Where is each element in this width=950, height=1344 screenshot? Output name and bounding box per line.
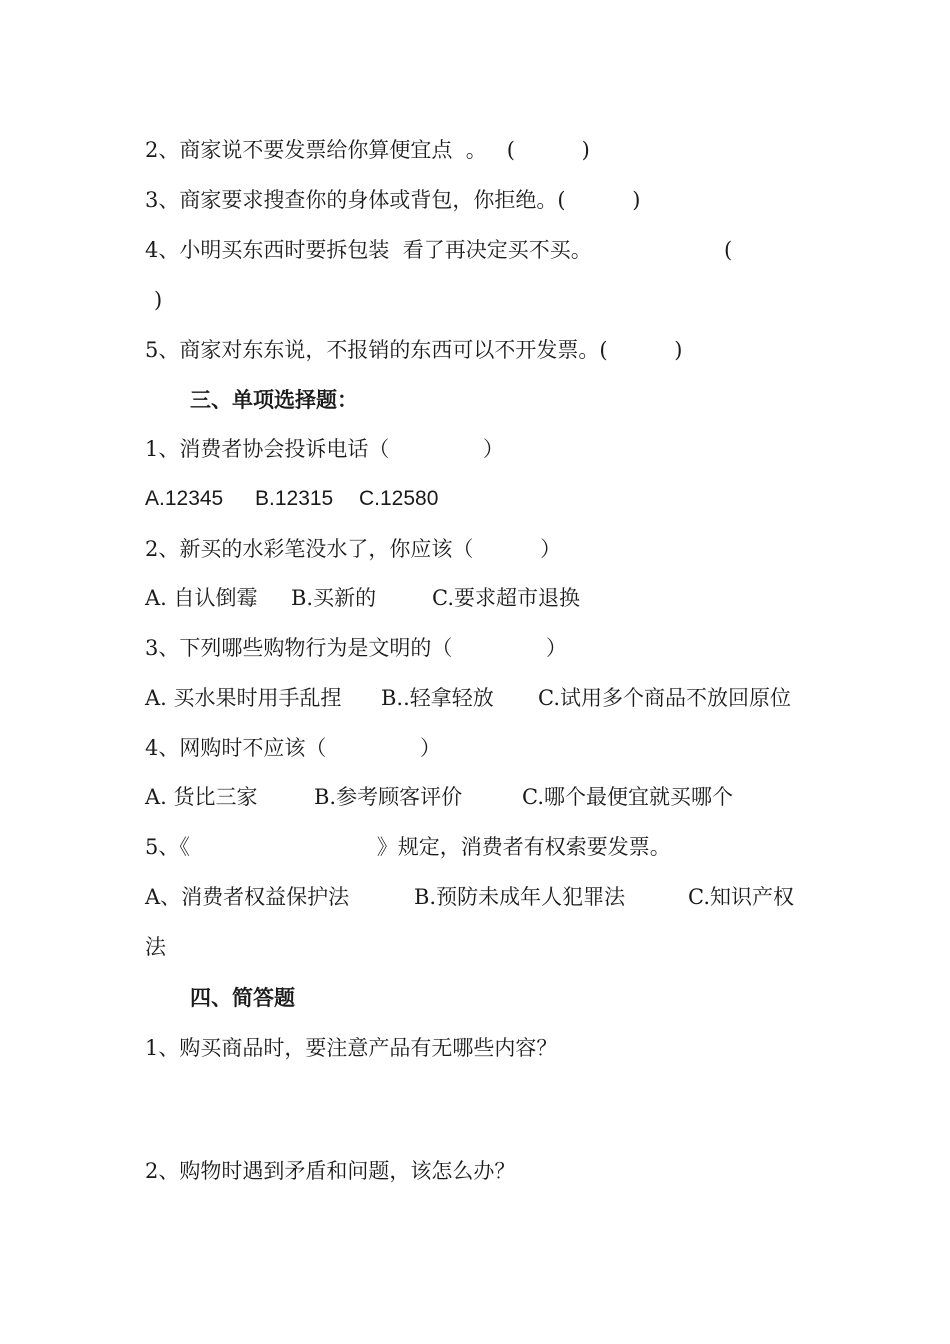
short-answer-question-1: 1、购买商品时，要注意产品有无哪些内容？ xyxy=(145,1036,558,1060)
tf-item-4-bracket-close: ) xyxy=(154,288,163,312)
mc-q1-option-a: A.12345 xyxy=(145,487,224,510)
mc-q2-option-b: B.买新的 xyxy=(291,586,377,610)
short-answer-question-2: 2、购物时遇到矛盾和问题，该怎么办？ xyxy=(145,1159,516,1183)
mc-question-4: 4、网购时不应该（ ） xyxy=(145,736,441,760)
mc-q3-option-b: B..轻拿轻放 xyxy=(381,686,494,710)
mc-q1-option-c: C.12580 xyxy=(359,487,439,510)
mc-q3-option-a: A. 买水果时用手乱捏 xyxy=(145,686,342,710)
mc-question-3: 3、下列哪些购物行为是文明的（ ） xyxy=(145,636,567,660)
mc-question-5: 5、《 》规定，消费者有权索要发票。 xyxy=(145,835,671,859)
mc-q5-option-b: B.预防未成年人犯罪法 xyxy=(414,885,626,909)
tf-item-5: 5、商家对东东说，不报销的东西可以不开发票。( ) xyxy=(145,338,683,362)
mc-q5-option-c: C.知识产权 xyxy=(688,885,794,909)
mc-q2-option-a: A. 自认倒霉 xyxy=(145,586,258,610)
tf-item-4-bracket-open: ( xyxy=(724,238,733,262)
mc-question-1: 1、消费者协会投诉电话（ ） xyxy=(145,437,504,461)
mc-q1-option-b: B.12315 xyxy=(255,487,334,510)
tf-item-4: 4、小明买东西时要拆包装 看了再决定买不买。 xyxy=(145,238,592,262)
tf-item-3: 3、商家要求搜查你的身体或背包，你拒绝。( ) xyxy=(145,188,641,212)
mc-q4-option-b: B.参考顾客评价 xyxy=(314,785,463,809)
section3-title: 三、单项选择题： xyxy=(190,387,358,412)
mc-q5-option-a: A、消费者权益保护法 xyxy=(145,885,350,909)
mc-q4-option-a: A. 货比三家 xyxy=(145,785,258,809)
mc-q2-option-c: C.要求超市退换 xyxy=(432,586,580,610)
mc-q4-option-c: C.哪个最便宜就买哪个 xyxy=(522,785,733,809)
mc-q5-option-c-wrap: 法 xyxy=(145,935,166,959)
tf-item-2: 2、商家说不要发票给你算便宜点 。 ( ) xyxy=(145,138,590,162)
mc-q3-option-c: C.试用多个商品不放回原位 xyxy=(538,686,791,710)
mc-question-2: 2、新买的水彩笔没水了，你应该（ ） xyxy=(145,537,562,561)
section4-title: 四、简答题 xyxy=(190,985,295,1010)
